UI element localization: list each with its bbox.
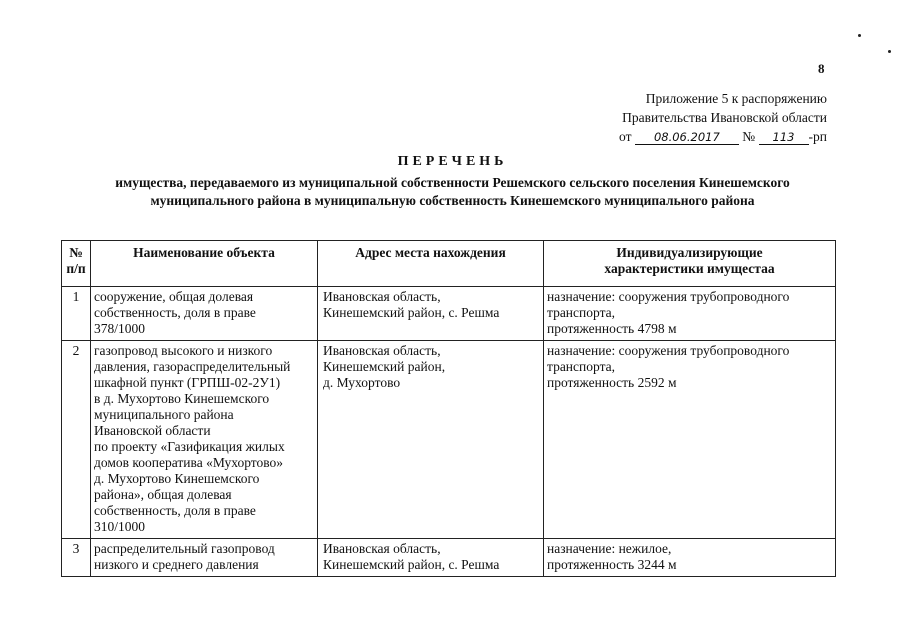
subtitle-line-2: муниципального района в муниципальную собственность Кинешемского муниципального района xyxy=(150,193,755,208)
appendix-line-2: Правительства Ивановской области xyxy=(622,110,827,125)
header-address: Адрес места нахождения xyxy=(318,241,544,287)
characteristics-cell xyxy=(544,341,836,539)
object-name-cell xyxy=(91,341,318,539)
table-row xyxy=(62,341,836,539)
appendix-block xyxy=(507,89,827,146)
address-cell xyxy=(318,287,544,341)
row-number: 1 xyxy=(62,287,91,341)
object-name-line: давления, газораспределительный xyxy=(94,359,291,374)
address-line: Кинешемский район, xyxy=(323,359,446,374)
table-row xyxy=(62,539,836,577)
document-title: ПЕРЕЧЕНЬ xyxy=(397,154,508,169)
header-number: № п/п xyxy=(62,241,91,287)
object-name-line: в д. Мухортово Кинешемского xyxy=(94,391,270,406)
table-row xyxy=(62,287,836,341)
characteristics-line: назначение: нежилое, xyxy=(547,541,672,556)
document-subtitle xyxy=(40,174,865,210)
scan-speck xyxy=(888,50,891,53)
object-name-line: Ивановской области xyxy=(94,423,211,438)
object-name-line: сооружение, общая долевая xyxy=(94,289,254,304)
characteristics-line: протяженность 4798 м xyxy=(547,321,677,336)
object-name-line: низкого и среднего давления xyxy=(94,557,259,572)
table-header-row xyxy=(62,241,836,287)
scan-speck xyxy=(858,34,861,37)
object-name-line: домов кооператива «Мухортово» xyxy=(94,455,284,470)
from-label: от xyxy=(619,129,632,144)
address-line: Ивановская область, xyxy=(323,541,441,556)
number-label: № xyxy=(742,129,756,144)
object-name-line: 310/1000 xyxy=(94,519,146,534)
object-name-line: собственность, доля в праве xyxy=(94,503,256,518)
object-name-line: муниципального района xyxy=(94,407,234,422)
object-name-cell xyxy=(91,539,318,577)
object-name-line: по проекту «Газификация жилых xyxy=(94,439,285,454)
address-line: Ивановская область, xyxy=(323,343,441,358)
address-line: Кинешемский район, с. Решма xyxy=(323,557,500,572)
page-number: 8 xyxy=(818,61,825,76)
characteristics-line: назначение: сооружения трубопроводного xyxy=(547,343,790,358)
characteristics-cell xyxy=(544,539,836,577)
order-suffix: -рп xyxy=(808,129,827,144)
order-date: 08.06.2017 xyxy=(635,130,739,145)
header-characteristics: Индивидуализирующие характеристики имущестаа xyxy=(544,241,836,287)
object-name-line: газопровод высокого и низкого xyxy=(94,343,273,358)
address-cell xyxy=(318,539,544,577)
order-number: 113 xyxy=(759,130,809,145)
address-line: д. Мухортово xyxy=(323,375,401,390)
characteristics-line: назначение: сооружения трубопроводного xyxy=(547,289,790,304)
address-line: Кинешемский район, с. Решма xyxy=(323,305,500,320)
object-name-line: распределительный газопровод xyxy=(94,541,275,556)
address-cell xyxy=(318,341,544,539)
characteristics-line: транспорта, xyxy=(547,359,616,374)
address-line: Ивановская область, xyxy=(323,289,441,304)
property-table xyxy=(61,240,836,577)
object-name-cell xyxy=(91,287,318,341)
header-name: Наименование объекта xyxy=(91,241,318,287)
row-number: 2 xyxy=(62,341,91,539)
object-name-line: д. Мухортово Кинешемского xyxy=(94,471,260,486)
object-name-line: собственность, доля в праве xyxy=(94,305,256,320)
subtitle-line-1: имущества, передаваемого из муниципальной собственности Решемского сельского поселения Кинешемского xyxy=(115,175,790,190)
characteristics-line: транспорта, xyxy=(547,305,616,320)
characteristics-line: протяженность 3244 м xyxy=(547,557,677,572)
object-name-line: шкафной пункт (ГРПШ-02-2У1) xyxy=(94,375,281,390)
row-number: 3 xyxy=(62,539,91,577)
appendix-date-line xyxy=(507,127,827,146)
appendix-line-1: Приложение 5 к распоряжению xyxy=(645,91,827,106)
characteristics-cell xyxy=(544,287,836,341)
object-name-line: 378/1000 xyxy=(94,321,146,336)
characteristics-line: протяженность 2592 м xyxy=(547,375,677,390)
object-name-line: района», общая долевая xyxy=(94,487,232,502)
